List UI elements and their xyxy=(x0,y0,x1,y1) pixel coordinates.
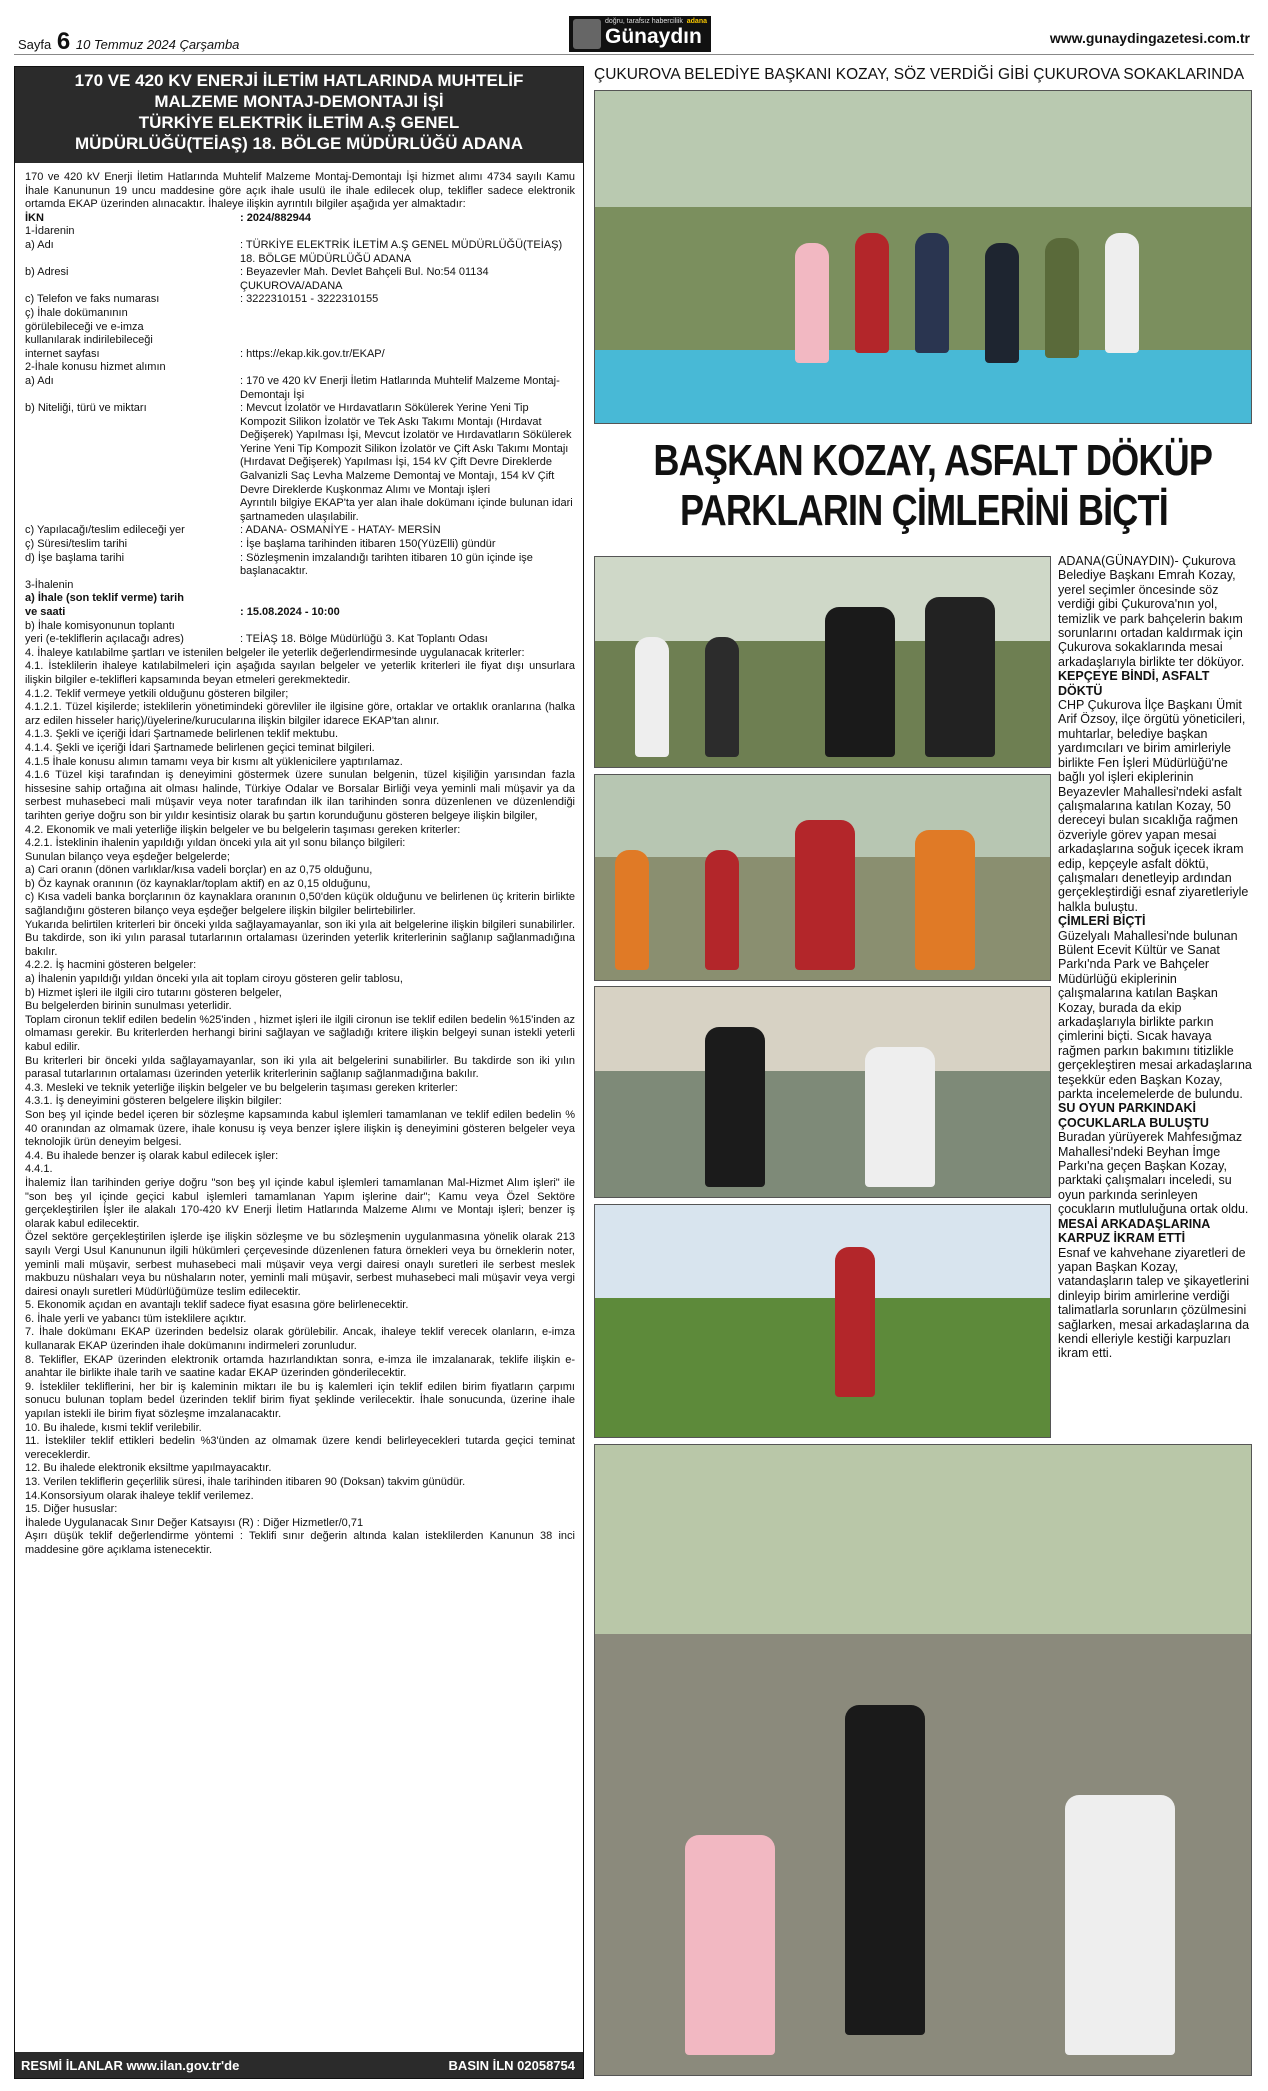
photo-children xyxy=(594,556,1051,768)
notice-paragraph: 4.2.2. İş hacmini gösteren belgeler: xyxy=(25,959,197,972)
notice-paragraph: Özel sektöre gerçekleştirilen işlerde işe ilişkin sözleşme ve bu sözleşmenin uygulanmasına yönelik olarak 213 sayılı Vergi Usul Kanununun ilgili hükümleri çerçevesinde düzenlenen fatura örnekleri veya bu örneklerin noter, yeminli mali müşavir, serbest muhasebeci mali müşavir veya vergi dairesi onaylı suretleri ile serbest meslek makbuzu nüshaları veya bu nüshaların noter, yeminli mali müşavir, serbest muhasebeci mali müşavir veya vergi dairesi onaylı suretleri Müdürlüğümüze teslim edilecektir. xyxy=(25,1231,575,1298)
ikn-label: İKN xyxy=(25,211,44,224)
notice-paragraph: 13. Verilen tekliflerin geçerlilik süresi, ihale tarihinden itibaren 90 (Doksan) takvim günüdür. xyxy=(25,1476,466,1488)
notice-paragraph: a) Cari oranın (dönen varlıklar/kısa vadeli borçlar) en az 0,75 olduğunu, xyxy=(25,864,373,877)
tender-notice xyxy=(14,66,584,2079)
notice-paragraph: b) Öz kaynak oranının (öz kaynaklar/toplam aktif) en az 0,15 olduğunu, xyxy=(25,877,371,890)
article-paragraph: CHP Çukurova İlçe Başkanı Ümit Arif Özsoy, ilçe örgütü yöneticileri, muhtarlar, belediye başkan yardımcıları ve birim amirleriyle birlikte Fen İşleri Müdürlüğü'ne bağlı yol işleri ekiplerinin Beyazevler Mahallesi'ndeki asfalt çalışmalarına katılan Kozay, 50 dereceyi bulan sıcaklığa rağmen özveriyle görev yapan mesai arkadaşlarına soğuk içecek ikram edip, kepçeyle asfalt döktü, çalışmaları denetleyip ardından gerçekleştirdiği esnaf ziyaretleriyle halkla buluştu. xyxy=(1058,698,1249,914)
notice-paragraph: 14.Konsorsiyum olarak ihaleye teklif verilemez. xyxy=(25,1489,254,1502)
person-figure xyxy=(685,1835,775,2055)
kv-value: : 15.08.2024 - 10:00 xyxy=(240,606,340,618)
person-figure xyxy=(705,1027,765,1187)
page-label: Sayfa xyxy=(18,37,52,52)
website-link[interactable]: www.gunaydingazetesi.com.tr xyxy=(1049,30,1250,46)
kv-row xyxy=(25,375,575,402)
person-figure xyxy=(855,233,889,353)
notice-paragraph: Toplam cironun teklif edilen bedelin %25'inden , hizmet işleri ile ilgili cironun ise teklif edilen bedelin %15'inden az olmaması gerekir. Bu kriterlerden herhangi birini sağlayan ve sağladığı kritere ilişkin belgeyi sunan istekli yeterli kabul edilir. xyxy=(25,1013,575,1053)
person-figure xyxy=(1105,233,1139,353)
page-info xyxy=(18,28,239,56)
notice-paragraph: c) Kısa vadeli banka borçlarının öz kaynaklara oranının 0,50'den küçük olduğunu ve belirlenen üç kriterin birlikte sağlandığını gösteren bilanço veya eşdeğer belgelere ilişkin bilgiler belirtebilirler. xyxy=(25,891,575,918)
notice-paragraph: Aşırı düşük teklif değerlendirme yöntemi : Teklifi sınır değerin altında kalan isteklilerden Kanunun 38 inci maddesine göre açıklama istenecektir. xyxy=(25,1530,575,1556)
kv-value xyxy=(240,402,575,524)
notice-title xyxy=(15,67,583,163)
notice-paragraph: 6. İhale yerli ve yabancı tüm isteklilere açıktır. xyxy=(25,1312,247,1325)
kv-row xyxy=(25,620,575,647)
notice-paragraph: 4.1.4. Şekli ve içeriği İdari Şartnamede belirlenen geçici teminat bilgileri. xyxy=(25,741,375,754)
kv-label: b) Adresi xyxy=(25,266,69,279)
kv-row xyxy=(25,307,575,361)
footer-code: BASIN İLN 02058754 xyxy=(448,2058,575,2073)
kv-row xyxy=(25,293,575,307)
person-figure xyxy=(865,1047,935,1187)
notice-paragraph: 12. Bu ihalede elektronik eksiltme yapılmayacaktır. xyxy=(25,1462,272,1475)
kv-value-text: : Mevcut İzolatör ve Hırdavatların Sökülerek Yerine Yeni Tip Kompozit Silikon İzolatör ve Tek Askı Takımı Montajı (Hırdavat Değişerek) Yapılması İşi, Mevcut İzolatör ve Hırdavatların Sökülerek Yerine Yeni Tip Kompozit Silikon İzolatör ve Çift Askı Takımı Montajı (Hırdavat Değişerek) Yapılması İşi, 154 kV Çift Devre Direklerde Galvanizli Saç Levha Malzeme Demontaj ve Montajı, 154 kV Çift Devre Direklerde Kuşkonmaz Alımı ve Montajı işleri xyxy=(240,402,572,496)
kv-row xyxy=(25,552,575,579)
logo-city: adana xyxy=(686,18,707,25)
issue-date: 10 Temmuz 2024 Çarşamba xyxy=(75,37,240,52)
notice-paragraph: 4.4. Bu ihalede benzer iş olarak kabul edilecek işler: xyxy=(25,1149,279,1162)
kv-value: : TEİAŞ 18. Bölge Müdürlüğü 3. Kat Toplantı Odası xyxy=(240,633,488,646)
notice-paragraph: 4.1.3. Şekli ve içeriği İdari Şartnamede belirlenen teklif mektubu. xyxy=(25,728,339,741)
kv-label: ç) Süresi/teslim tarihi xyxy=(25,538,128,551)
person-figure xyxy=(795,243,829,363)
photo-backdrop xyxy=(595,987,1050,1071)
kv-row xyxy=(25,266,575,293)
kv-value: : 3222310151 - 3222310155 xyxy=(240,293,379,306)
person-figure xyxy=(1045,238,1079,358)
kv-row xyxy=(25,538,575,552)
kv-label: a) İhale (son teklif verme) tarih ve saati xyxy=(25,592,184,618)
person-figure xyxy=(985,243,1019,363)
notice-paragraph: 5. Ekonomik açıdan en avantajlı teklif sadece fiyat esasına göre belirlenecektir. xyxy=(25,1299,409,1312)
notice-paragraph: Son beş yıl içinde bedel içeren bir sözleşme kapsamında kabul işlemleri tamamlanan ve teklif edilen bedelin % 40 oranından az olmamak üzere, ihale konusu iş veya benzer işlere ilişkin iş deneyimini gösteren belgeler veya teknolojik ürün deneyim belgesi. xyxy=(25,1108,575,1149)
kv-row xyxy=(25,239,575,266)
kv-value: : ADANA- OSMANİYE - HATAY- MERSİN xyxy=(240,524,441,537)
person-figure xyxy=(615,850,649,970)
notice-paragraph: 4.2.1. İsteklinin ihalenin yapıldığı yıldan önceki yıla ait yıl sonu bilanço bilgileri: xyxy=(25,837,406,850)
ikn-value: : 2024/882944 xyxy=(240,211,311,224)
kv-label: a) Adı xyxy=(25,374,54,387)
kv-row xyxy=(25,592,575,619)
notice-footer xyxy=(15,2052,583,2078)
person-figure xyxy=(705,637,739,757)
kv-value-note: Ayrıntılı bilgiye EKAP'ta yer alan ihale dokümanı içinde bulunan idari şartnameden ulaşılabilir. xyxy=(240,497,573,523)
notice-paragraph: 4.4.1. xyxy=(25,1163,53,1176)
notice-paragraph: 7. İhale dokümanı EKAP üzerinden bedelsiz olarak görülebilir. Ancak, ihaleye teklif verecek olanların, e-imza kullanarak EKAP üzerinden ihale dokümanını indirmeleri zorunludur. xyxy=(25,1326,575,1353)
ikn-row xyxy=(25,212,575,226)
logo-tagline: doğru, tarafsız haberciliik xyxy=(605,18,683,25)
notice-paragraph: Bu belgelerden birinin sunulması yeterlidir. xyxy=(25,1000,232,1013)
section-heading: 3-İhalenin xyxy=(25,578,74,591)
kv-value: : Beyazevler Mah. Devlet Bahçeli Bul. No:54 01134 ÇUKUROVA/ADANA xyxy=(240,266,489,292)
notice-paragraph: İhalede Uygulanacak Sınır Değer Katsayısı (R) : Diğer Hizmetler/0,71 xyxy=(25,1516,364,1529)
section-heading: 2-İhale konusu hizmet alımın xyxy=(25,361,166,374)
kv-label: c) Yapılacağı/teslim edileceği yer xyxy=(25,524,185,537)
kv-value: : İşe başlama tarihinden itibaren 150(YüzElli) gündür xyxy=(240,538,496,551)
person-figure xyxy=(705,850,739,970)
person-figure xyxy=(1065,1795,1175,2055)
notice-paragraph: 10. Bu ihalede, kısmi teklif verilebilir. xyxy=(25,1421,202,1434)
photo-backdrop xyxy=(595,1445,1251,1634)
person-figure xyxy=(925,597,995,757)
page-number: 6 xyxy=(56,28,71,55)
article-subheading: KEPÇEYE BİNDİ, ASFALT DÖKTÜ xyxy=(1058,669,1210,698)
notice-paragraph: 11. İstekliler teklif ettikleri bedelin %3'ünden az olmamak üzere kendi belirleyecekleri tutarda geçici teminat vereceklerdir. xyxy=(25,1435,575,1461)
kv-value: : TÜRKİYE ELEKTRİK İLETİM A.Ş GENEL MÜDÜRLÜĞÜ(TEİAŞ) 18. BÖLGE MÜDÜRLÜĞÜ ADANA xyxy=(240,238,563,265)
notice-paragraph: 4.3.1. İş deneyimini gösteren belgelere ilişkin bilgiler: xyxy=(25,1095,282,1108)
photo-mowing xyxy=(594,1204,1051,1438)
notice-paragraph: 4.1.5 İhale konusu alımın tamamı veya bir kısmı alt yüklenicilere yaptırılamaz. xyxy=(25,755,403,768)
notice-paragraph: 4.1.6 Tüzel kişi tarafından iş deneyimini göstermek üzere sunulan belgenin, tüzel kişiliğin yarısından fazla hissesine sahip ortağına ait olması halinde, Türkiye Odalar ve Borsalar Birliği veya yeminli mali müşavir ya da serbest muhasebeci mali müşavir veya noter tarafından ilk ilan tarihinden sonra düzenlenen ve düzenlendiği tarihten geriye doğru son bir yıldır kesintisiz olarak bu şartın korunduğunu gösteren belgeye ilişkin bilgiler, xyxy=(25,769,575,822)
page-header xyxy=(14,14,1254,55)
notice-paragraph: 4.1.2.1. Tüzel kişilerde; isteklilerin yönetimindeki görevliler ile ilgisine göre, ortaklar ve ortaklık oranlarına (halka arz edilen hisseler hariç)/üyelerine/kurucularına ilişkin bilgiler idarece EKAP'tan alınır. xyxy=(25,701,575,727)
article-subheading: MESAİ ARKADAŞLARINA KARPUZ İKRAM ETTİ xyxy=(1058,1216,1210,1246)
kv-value: : 170 ve 420 kV Enerji İletim Hatlarında Muhtelif Malzeme Montaj-Demontajı İşi xyxy=(240,374,560,401)
kv-label: ç) İhale dokümanının görülebileceği ve e-imza kullanılarak indirilebileceği internet sayfası xyxy=(25,306,153,360)
notice-title-line: MALZEME MONTAJ-DEMONTAJI İŞİ xyxy=(154,92,444,111)
article-subheading: ÇİMLERİ BİÇTİ xyxy=(1058,914,1146,929)
person-figure xyxy=(915,830,975,970)
photo-watermelon xyxy=(594,986,1051,1198)
person-figure xyxy=(635,637,669,757)
notice-paragraph: 9. İstekliler tekliflerini, her bir iş kaleminin miktarı ile bu iş kalemleri için teklif edilen birim fiyatların çarpımı sonucu bulunan toplam bedel üzerinden teklif birim fiyat şeklinde verilecektir. İhale sonucunda, üzerine ihale yapılan istekli ile birim fiyat sözleşme imzalanacaktır. xyxy=(25,1380,575,1421)
notice-title-line: MÜDÜRLÜĞÜ(TEİAŞ) 18. BÖLGE MÜDÜRLÜĞÜ ADANA xyxy=(75,134,523,153)
notice-paragraph: 8. Teklifler, EKAP üzerinden elektronik ortamda hazırlandıktan sonra, e-imza ile imzalanarak, teklife ilişkin e-anahtar ile birlikte ihale tarih ve saatine kadar EKAP üzerinden gönderilecektir. xyxy=(25,1353,575,1380)
photo-asphalt-crew xyxy=(594,774,1051,981)
person-figure xyxy=(825,607,895,757)
notice-intro: 170 ve 420 kV Enerji İletim Hatlarında Muhtelif Malzeme Montaj-Demontajı İşi hizmet alımı 4734 sayılı Kamu İhale Kanununun 19 uncu maddesine göre açık ihale usulü ile ihale edilecek olup, teklifler sadece elektronik ortamda EKAP üzerinden alınacaktır. İhaleye ilişkin ayrıntılı bilgiler aşağıda yer almaktadır: xyxy=(25,171,575,211)
notice-paragraph: b) Hizmet işleri ile ilgili ciro tutarını gösteren belgeler, xyxy=(25,986,282,999)
notice-paragraph: 4.2. Ekonomik ve mali yeterliğe ilişkin belgeler ve bu belgelerin taşıması gereken kriterler: xyxy=(25,823,461,836)
notice-paragraph: Yukarıda belirtilen kriterleri bir önceki yılda sağlayamayanlar, son iki yıla ait belgelerine ilişkin bilgileri sunabilirler. Bu takdirde, son iki yılın parasal tutarlarının ortalaması üzerinden yeterlik kriterlerinin sağlanıp sağlanmadığına bakılır. xyxy=(25,918,575,958)
section-heading: 1-İdarenin xyxy=(25,225,75,238)
notice-body xyxy=(25,171,575,1558)
person-figure xyxy=(795,820,855,970)
article-kicker: ÇUKUROVA BELEDİYE BAŞKANI KOZAY, SÖZ VERDİĞİ GİBİ ÇUKUROVA SOKAKLARINDA xyxy=(594,66,1245,83)
notice-paragraph: 4. İhaleye katılabilme şartları ve istenilen belgeler ile yeterlik değerlendirmesinde uygulanacak kriterler: xyxy=(25,646,525,659)
photo-backdrop xyxy=(595,1205,1050,1298)
logo-portrait-icon xyxy=(573,19,601,49)
photo-walking-park xyxy=(594,90,1252,424)
article-paragraph: Esnaf ve kahvehane ziyaretleri de yapan Başkan Kozay, vatandaşların talep ve şikayetlerini dinleyip birim amirlerine verdiği talimatlarla sorunların çözülmesini sağlarken, mesai arkadaşlarına da kendi elleriyle kestiği karpuzları ikram etti. xyxy=(1058,1245,1250,1361)
newspaper-logo xyxy=(569,16,711,52)
kv-label: c) Telefon ve faks numarası xyxy=(25,293,160,306)
notice-paragraph: 4.1.2. Teklif vermeye yetkili olduğunu gösteren bilgiler; xyxy=(25,687,289,700)
article-subheading: SU OYUN PARKINDAKİ ÇOCUKLARLA BULUŞTU xyxy=(1058,1101,1209,1130)
person-figure xyxy=(915,233,949,353)
kv-label: a) Adı xyxy=(25,238,54,251)
notice-paragraph: 15. Diğer hususlar: xyxy=(25,1503,118,1516)
kv-row xyxy=(25,524,575,538)
article-paragraph: Güzelyalı Mahallesi'nde bulunan Bülent Ecevit Kültür ve Sanat Parkı'nda Park ve Bahçeler Müdürlüğü ekiplerinin çalışmalarına katılan Başkan Kozay, burada da ekip arkadaşlarıyla birlikte parkın çimlerini biçti. Sıcak havaya rağmen parkın bakımını titizlikle gerçekleştiren mesai arkadaşlarına teşekkür eden Başkan Kozay, parkta incelemelerde de bulundu. xyxy=(1058,928,1252,1102)
kv-value: : Sözleşmenin imzalandığı tarihten itibaren 10 gün içinde işe başlanacaktır. xyxy=(240,551,533,578)
article-headline xyxy=(594,436,1254,536)
headline-line-1: BAŞKAN KOZAY, ASFALT DÖKÜP xyxy=(653,436,1213,485)
article-body xyxy=(1058,554,1254,1361)
logo-name: Günaydın xyxy=(605,25,702,48)
kv-row xyxy=(25,402,575,524)
notice-paragraph: Bu kriterleri bir önceki yılda sağlayamayanlar, son iki yıla ait belgelerini sunabilirler. Bu takdirde son iki yılın parasal tutarlarının ortalaması üzerinden yeterlik kriterlerinin sağlanıp sağlanmadığına bakılır. xyxy=(25,1054,575,1081)
notice-paragraph: Sunulan bilanço veya eşdeğer belgelerde; xyxy=(25,850,230,863)
headline-line-2: PARKLARIN ÇİMLERİNİ BİÇTİ xyxy=(680,486,1168,535)
notice-paragraph: İhalemiz İlan tarihinden geriye doğru "son beş yıl içinde kabul işlemleri tamamlanan Mal-Hizmet Alım işleri" ile "son beş yıl içinde geçici kabul işlemleri tamamlanan Yapım işlerine dair"; Kamu veya Özel Sektöre gerçekleştirilen İşler ile alakalı 170-420 kV Enerji İletim Hatlarında Malzeme Alımı ve Montajı işleri; benzer iş olarak kabul edilecektir. xyxy=(25,1176,575,1230)
notice-paragraph: 4.3. Mesleki ve teknik yeterliğe ilişkin belgeler ve bu belgelerin taşıması gereken kriterler: xyxy=(25,1081,458,1094)
article-paragraph: ADANA(GÜNAYDIN)- Çukurova Belediye Başkanı Emrah Kozay, yerel seçimler öncesinde söz verdiği gibi Çukurova'nın yol, temizlik ve park bahçelerin bakım sorunlarını ortadan kaldırmak için Çukurova sokaklarında mesai arkadaşlarıyla birlikte ter döküyor. xyxy=(1058,554,1245,669)
footer-source: RESMİ İLANLAR www.ilan.gov.tr'de xyxy=(21,2058,240,2073)
notice-paragraph: a) İhalenin yapıldığı yıldan önceki yıla ait toplam ciroyu gösteren gelir tablosu, xyxy=(25,973,403,986)
photo-backdrop xyxy=(595,91,1251,207)
notice-paragraphs xyxy=(25,647,575,1558)
kv-label: d) İşe başlama tarihi xyxy=(25,551,125,564)
person-figure xyxy=(835,1247,875,1397)
notice-title-line: TÜRKİYE ELEKTRİK İLETİM A.Ş GENEL xyxy=(138,113,460,132)
fountain-water xyxy=(595,350,1251,423)
article-paragraph: Buradan yürüyerek Mahfesığmaz Mahallesi'ndeki Beyhan İmge Parkı'na geçen Başkan Kozay, parktaki çalışmaları inceledi, su oyun parkında serinleyen çocukların mutluluğuna ortak oldu. xyxy=(1058,1130,1249,1217)
kv-label: b) Niteliği, türü ve miktarı xyxy=(25,402,147,415)
person-figure xyxy=(845,1705,925,2035)
notice-paragraph: 4.1. İsteklilerin ihaleye katılabilmeleri için aşağıda sayılan belgeler ve yeterlik kriterleri ile fiyat dışı unsurlara ilişkin bilgiler e-teklifleri kapsamında beyan etmeleri gerekmektedir. xyxy=(25,660,575,686)
kv-label: b) İhale komisyonunun toplantı yeri (e-tekliflerin açılacağı adres) xyxy=(25,619,184,646)
kv-value[interactable]: : https://ekap.kik.gov.tr/EKAP/ xyxy=(240,347,385,360)
notice-title-line: 170 VE 420 KV ENERJİ İLETİM HATLARINDA MUHTELİF xyxy=(74,71,524,90)
photo-tea-house xyxy=(594,1444,1252,2076)
